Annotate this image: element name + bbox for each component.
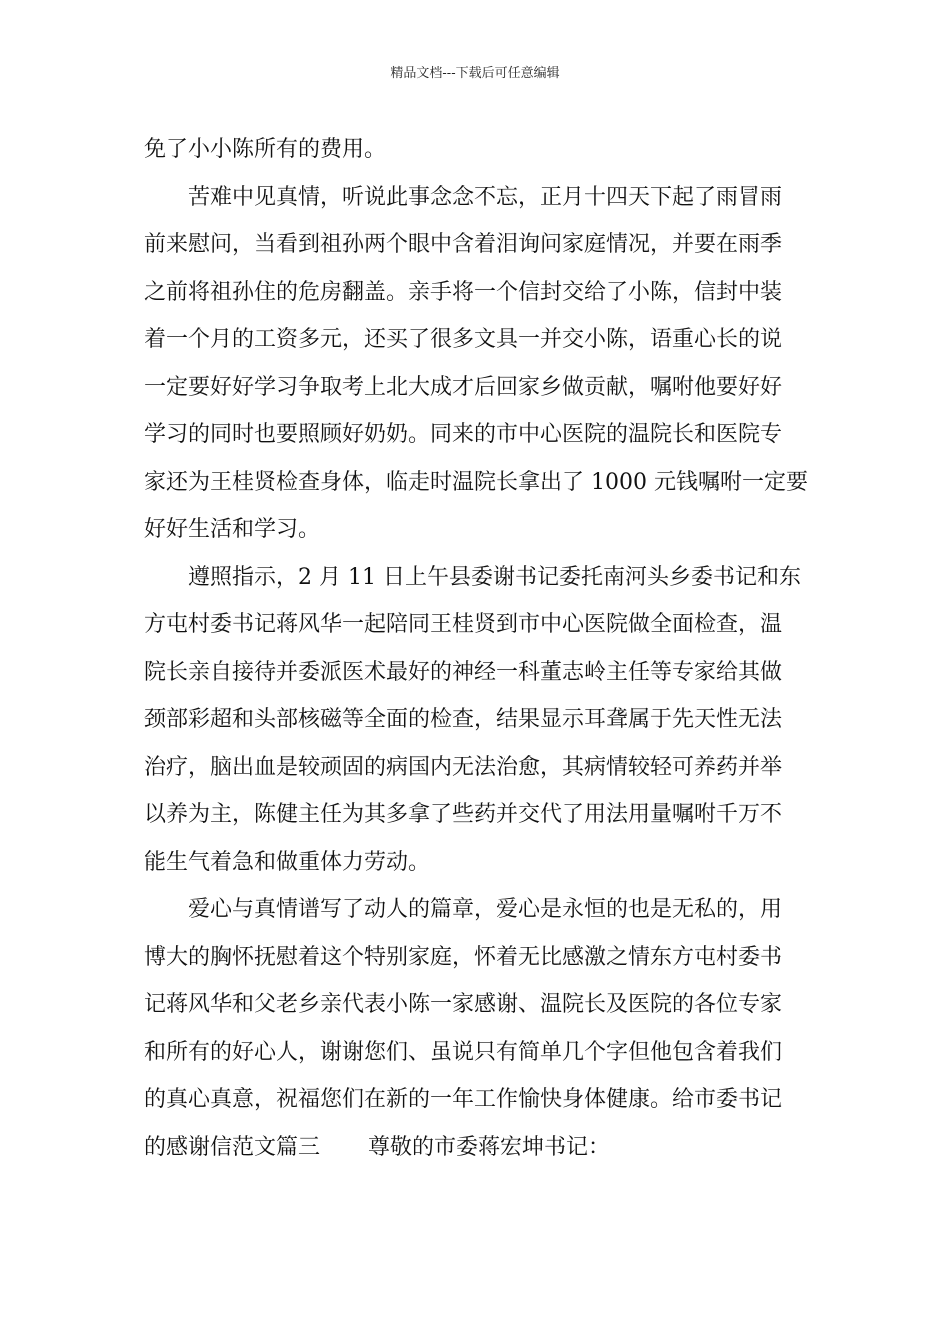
text-line: 家还为王桂贤检查身体，临走时温院长拿出了 1000 元钱嘱咐一定要 <box>144 469 808 495</box>
page-header: 精品文档---下载后可任意编辑 <box>390 66 560 81</box>
text-line: 好好生活和学习。 <box>144 517 321 542</box>
text-line: 颈部彩超和头部核磁等全面的检查，结果显示耳聋属于先天性无法 <box>144 707 783 732</box>
text-line: 学习的同时也要照顾好奶奶。同来的市中心医院的温院长和医院专 <box>144 422 783 447</box>
text-line: 记蒋风华和父老乡亲代表小陈一家感谢、温院长及医院的各位专家 <box>144 992 783 1017</box>
text-line: 之前将祖孙住的危房翻盖。亲手将一个信封交给了小陈，信封中装 <box>144 279 783 305</box>
text-line: 以养为主，陈健主任为其多拿了些药并交代了用法用量嘱咐千万不 <box>144 802 783 827</box>
text-line: 和所有的好心人，谢谢您们、虽说只有简单几个字但他包含着我们 <box>144 1039 783 1065</box>
text-line: 一定要好好学习争取考上北大成才后回家乡做贡献，嘱咐他要好好 <box>144 374 783 400</box>
text-line: 能生气着急和做重体力劳动。 <box>144 849 431 875</box>
text-line: 遵照指示，2 月 11 日上午县委谢书记委托南河头乡委书记和东 <box>188 564 801 590</box>
document-body <box>144 126 808 1171</box>
text-line: 苦难中见真情，听说此事念念不忘，正月十四天下起了雨冒雨 <box>188 184 783 210</box>
text-line: 博大的胸怀抚慰着这个特别家庭，怀着无比感激之情东方屯村委书 <box>144 944 783 970</box>
section-title: 的感谢信范文篇三 <box>144 1134 321 1160</box>
text-line: 的真心真意，祝福您们在新的一年工作愉快身体健康。给市委书记 <box>144 1087 783 1112</box>
text-line: 爱心与真情谱写了动人的篇章，爱心是永恒的也是无私的，用 <box>188 897 783 922</box>
text-line: 方屯村委书记蒋风华一起陪同王桂贤到市中心医院做全面检查，温 <box>144 612 783 637</box>
text-line: 着一个月的工资多元，还买了很多文具一并交小陈，语重心长的说 <box>144 327 783 352</box>
text-line: 前来慰问，当看到祖孙两个眼中含着泪询问家庭情况，并要在雨季 <box>144 232 783 257</box>
text-line: 院长亲自接待并委派医术最好的神经一科董志岭主任等专家给其做 <box>144 659 783 685</box>
salutation: 尊敬的市委蒋宏坤书记： <box>368 1134 611 1160</box>
text-line: 免了小小陈所有的费用。 <box>144 137 387 162</box>
text-line-last <box>144 1124 808 1172</box>
text-line: 治疗，脑出血是较顽固的病国内无法治愈，其病情较轻可养药并举 <box>144 754 783 780</box>
